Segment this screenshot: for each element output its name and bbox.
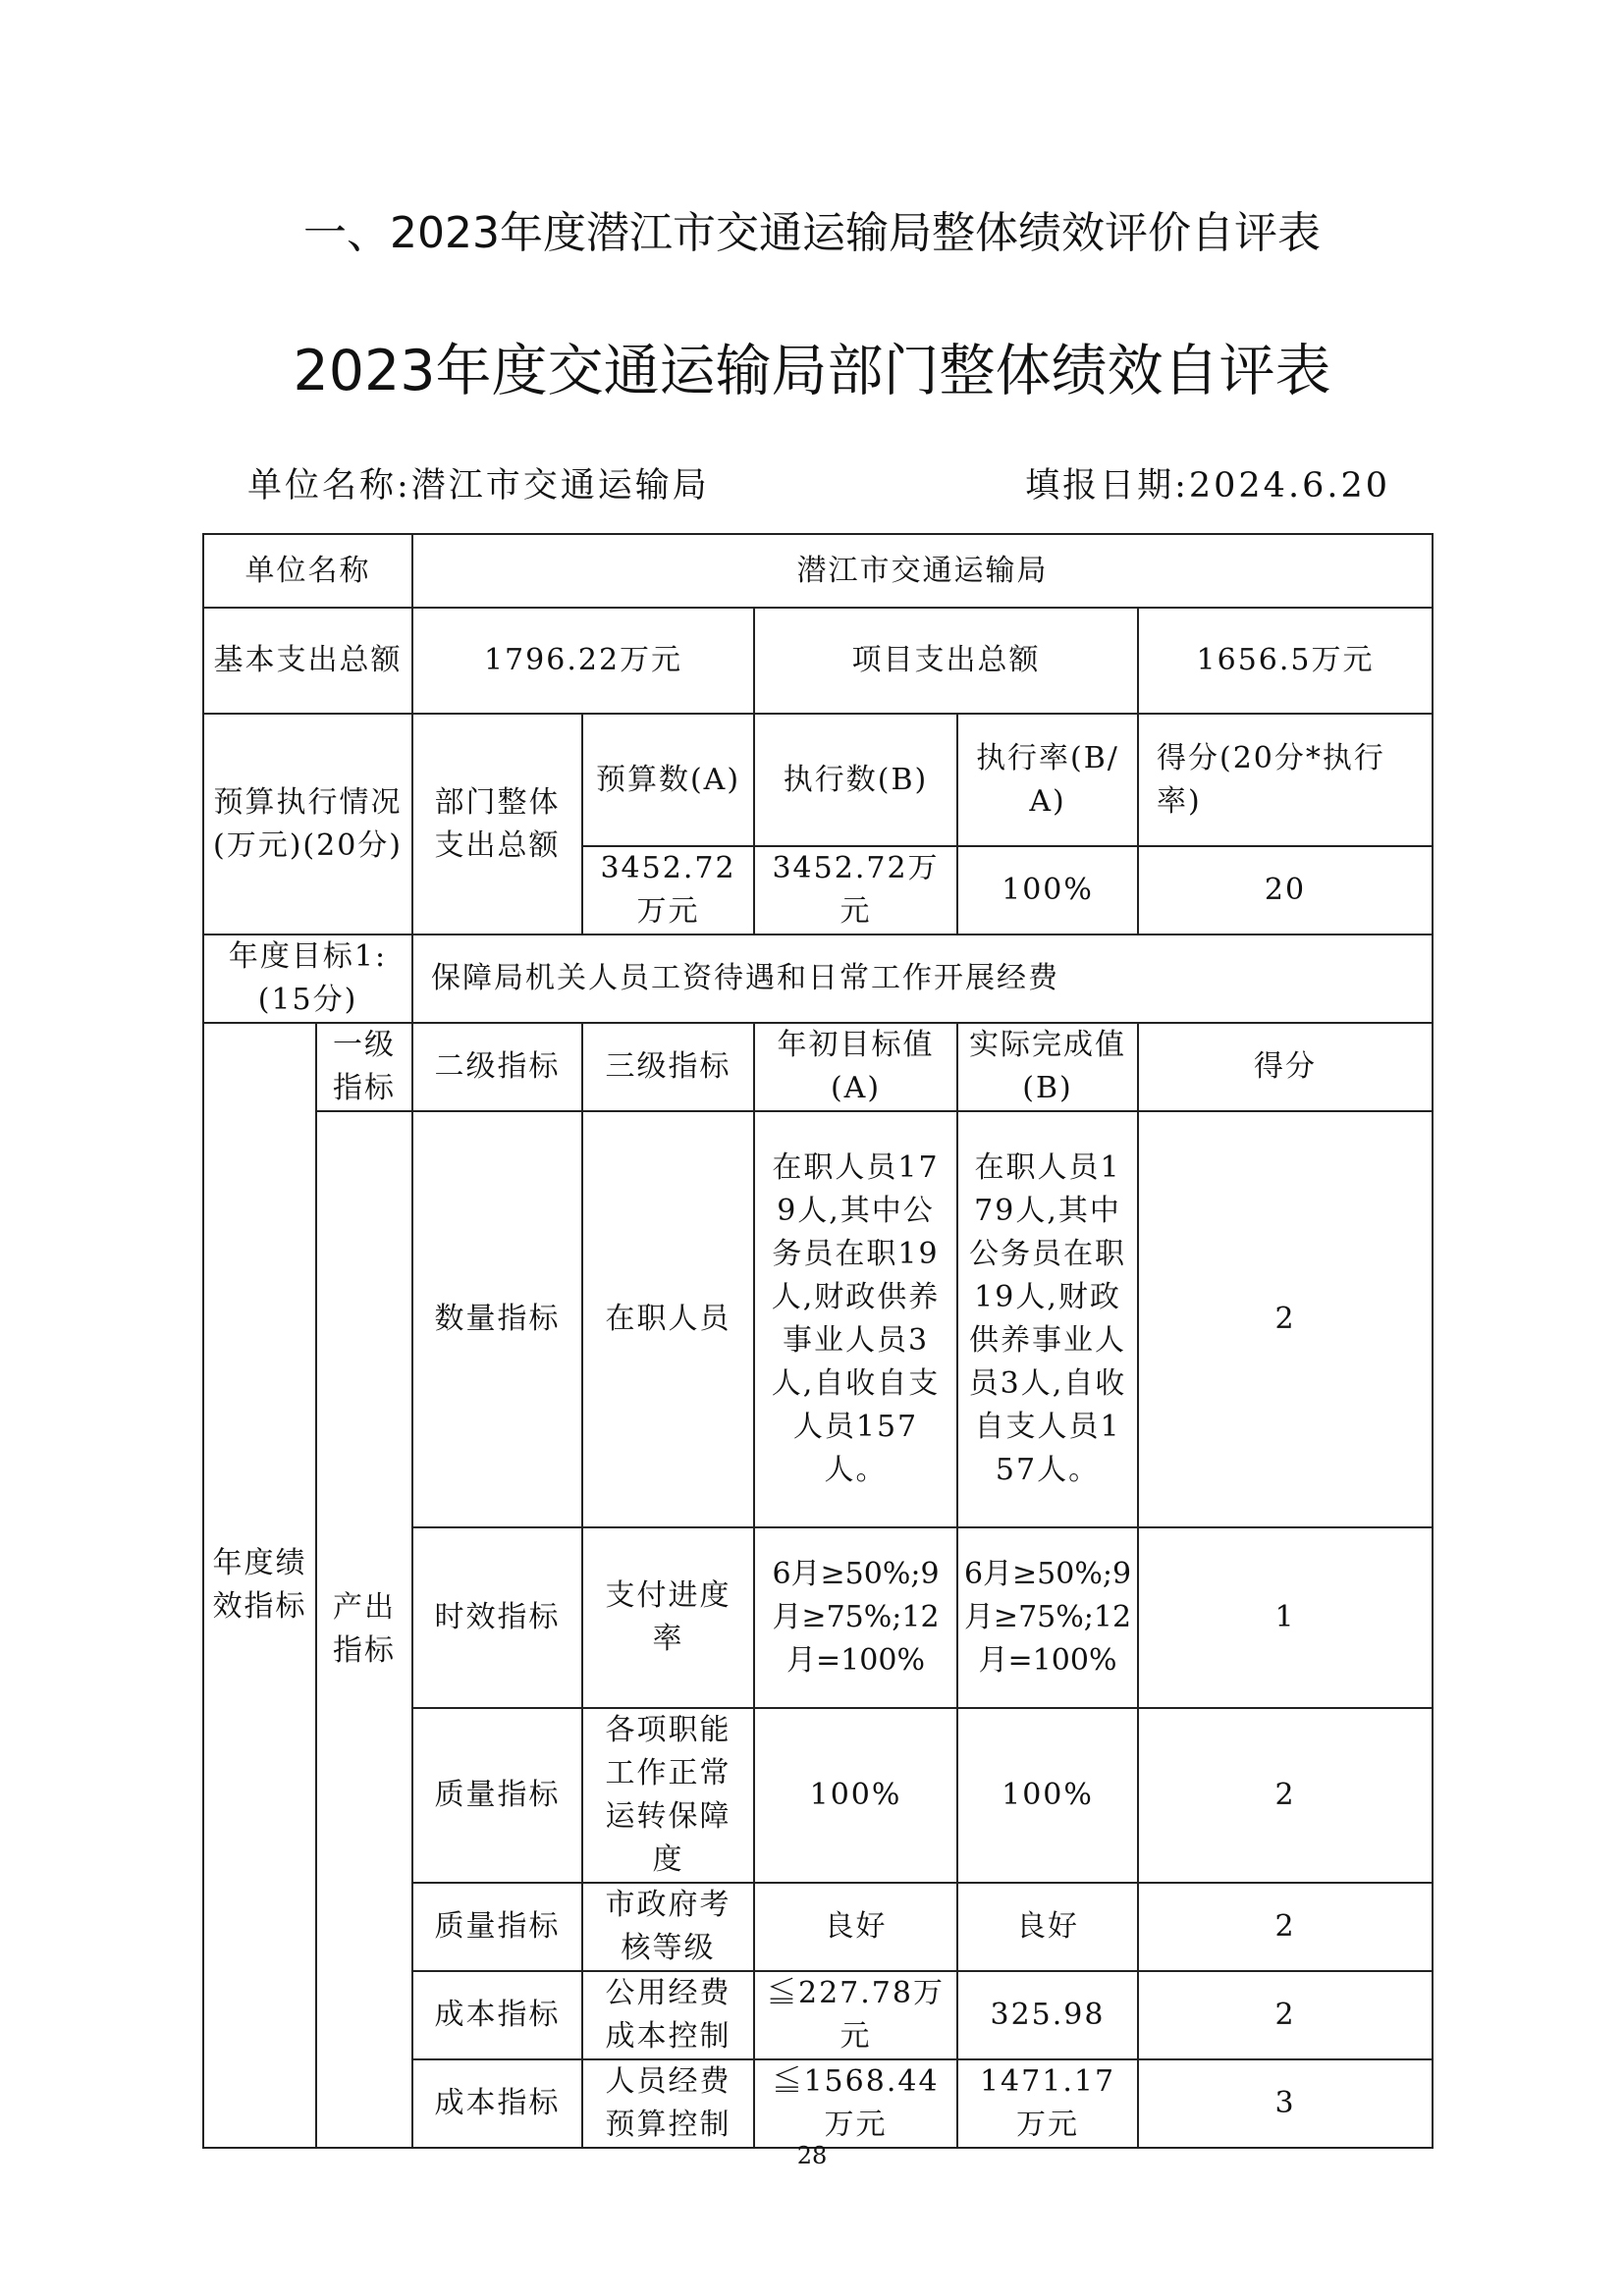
header-target: 年初目标值(A): [754, 1023, 957, 1111]
target-cell: 在职人员179人,其中公务员在职19人,财政供养事业人员3人,自收自支人员157人。: [754, 1111, 957, 1527]
level2-cell: 数量指标: [412, 1111, 582, 1527]
report-date-line: 填报日期:2024.6.20: [1025, 466, 1390, 506]
output-indicator-label: 产出指标: [316, 1111, 412, 2148]
evaluation-table: [202, 533, 1434, 2149]
target-cell: 100%: [754, 1708, 957, 1883]
project-expense-value: 1656.5万元: [1138, 608, 1433, 714]
level3-cell: 在职人员: [582, 1111, 754, 1527]
level3-cell: 各项职能工作正常运转保障度: [582, 1708, 754, 1883]
level2-cell: 质量指标: [412, 1708, 582, 1883]
header-actual: 实际完成值(B): [957, 1023, 1138, 1111]
actual-cell: 6月≥50%;9月≥75%;12月=100%: [957, 1527, 1138, 1708]
indicators-label: 年度绩效指标: [203, 1023, 316, 2148]
exec-rate-label: 执行率(B/A): [957, 714, 1138, 846]
header-level3: 三级指标: [582, 1023, 754, 1111]
exec-rate-value: 100%: [957, 846, 1138, 934]
page-title: 2023年度交通运输局部门整体绩效自评表: [293, 339, 1331, 403]
budget-count-label: 预算数(A): [582, 714, 754, 846]
actual-cell: 良好: [957, 1883, 1138, 1971]
header-level2: 二级指标: [412, 1023, 582, 1111]
unit-label: 单位名称: [203, 534, 412, 608]
header-score: 得分: [1138, 1023, 1433, 1111]
level2-cell: 成本指标: [412, 1971, 582, 2059]
score-cell: 2: [1138, 1708, 1433, 1883]
unit-value: 潜江市交通运输局: [412, 534, 1433, 608]
level2-cell: 成本指标: [412, 2059, 582, 2148]
goal-row: [203, 934, 1433, 1023]
level2-cell: 时效指标: [412, 1527, 582, 1708]
indicator-header-row: [203, 1023, 1433, 1111]
goal-value: 保障局机关人员工资待遇和日常工作开展经费: [412, 934, 1433, 1023]
target-cell: ≦1568.44万元: [754, 2059, 957, 2148]
target-cell: 良好: [754, 1883, 957, 1971]
level3-cell: 市政府考核等级: [582, 1883, 754, 1971]
unit-name-line: 单位名称:潜江市交通运输局: [247, 466, 710, 506]
score-cell: 2: [1138, 1883, 1433, 1971]
goal-label: 年度目标1:(15分): [203, 934, 412, 1023]
target-cell: ≦227.78万元: [754, 1971, 957, 2059]
budget-header-row: [203, 714, 1433, 846]
dept-total-label: 部门整体支出总额: [412, 714, 582, 934]
actual-cell: 325.98: [957, 1971, 1138, 2059]
actual-cell: 在职人员179人,其中公务员在职19人,财政供养事业人员3人,自收自支人员157人。: [957, 1111, 1138, 1527]
score-cell: 2: [1138, 1971, 1433, 2059]
header-level1: 一级指标: [316, 1023, 412, 1111]
expense-row: [203, 608, 1433, 714]
level3-cell: 公用经费成本控制: [582, 1971, 754, 2059]
budget-execution-label: 预算执行情况(万元)(20分): [203, 714, 412, 934]
section-heading: 一、2023年度潜江市交通运输局整体绩效评价自评表: [303, 208, 1321, 258]
level2-cell: 质量指标: [412, 1883, 582, 1971]
score-cell: 1: [1138, 1527, 1433, 1708]
actual-cell: 100%: [957, 1708, 1138, 1883]
actual-cell: 1471.17万元: [957, 2059, 1138, 2148]
level3-cell: 人员经费预算控制: [582, 2059, 754, 2148]
level3-cell: 支付进度率: [582, 1527, 754, 1708]
score-cell: 3: [1138, 2059, 1433, 2148]
score-value: 20: [1138, 846, 1433, 934]
exec-count-label: 执行数(B): [754, 714, 957, 846]
exec-count-value: 3452.72万元: [754, 846, 957, 934]
project-expense-label: 项目支出总额: [754, 608, 1138, 714]
unit-row: [203, 534, 1433, 608]
score-cell: 2: [1138, 1111, 1433, 1527]
target-cell: 6月≥50%;9月≥75%;12月=100%: [754, 1527, 957, 1708]
basic-expense-value: 1796.22万元: [412, 608, 754, 714]
table-row: [203, 1111, 1433, 1527]
budget-count-value: 3452.72万元: [582, 846, 754, 934]
score-formula-label: 得分(20分*执行率): [1138, 714, 1433, 846]
basic-expense-label: 基本支出总额: [203, 608, 412, 714]
page-number: 28: [796, 2142, 828, 2169]
